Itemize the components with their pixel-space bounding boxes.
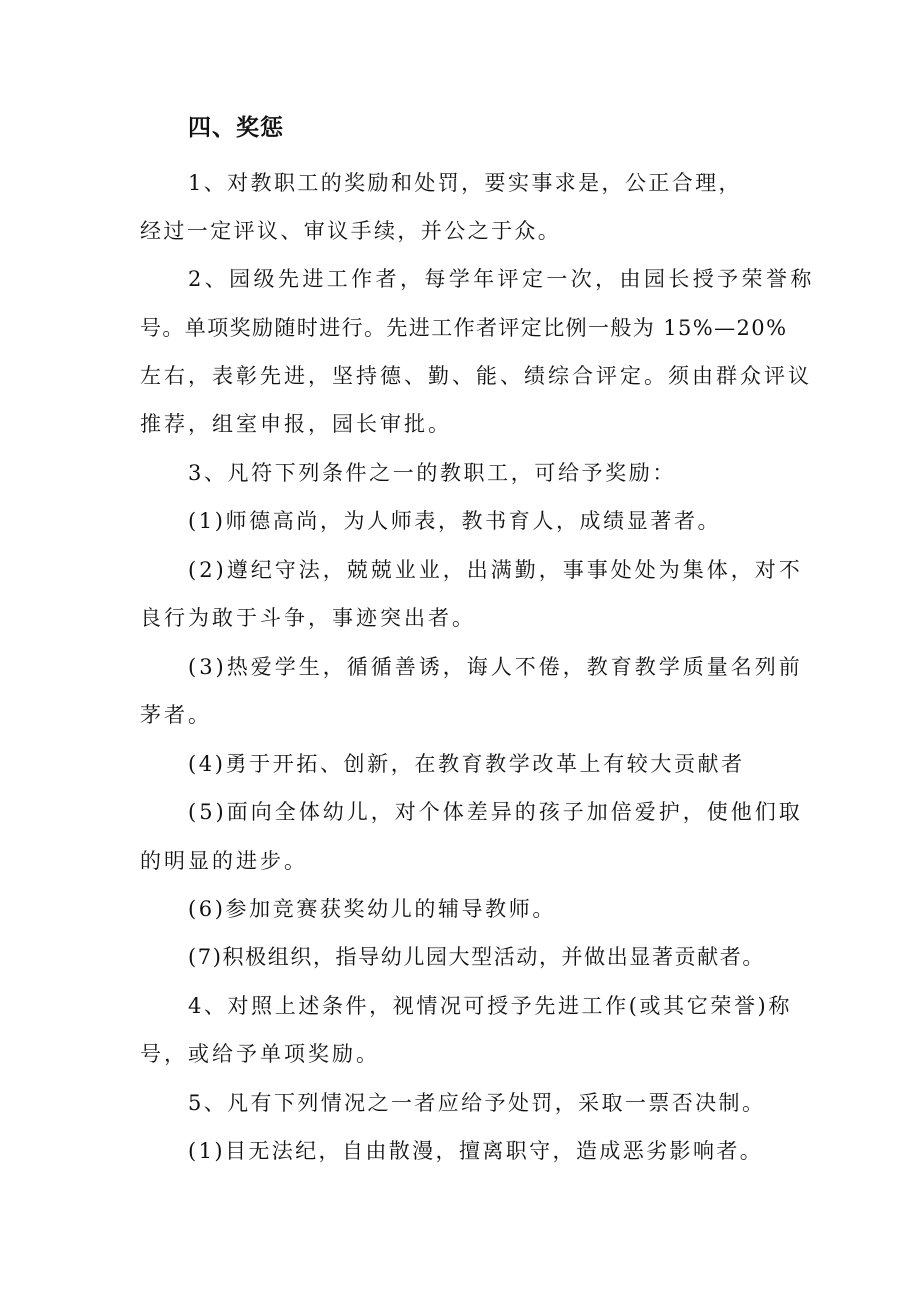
item-5-line-1: (5)面向全体幼儿，对个体差异的孩子加倍爱护，使他们取 xyxy=(188,800,803,824)
item-3-line-1: (3)热爱学生，循循善诱，诲人不倦，教育教学质量名列前 xyxy=(188,655,803,679)
item-7-line-1: (7)积极组织，指导幼儿园大型活动，并做出显著贡献者。 xyxy=(188,945,765,969)
paragraph-4-line-2: 号，或给予单项奖励。 xyxy=(140,1042,380,1066)
paragraph-3-line-1: 3、凡符下列条件之一的教职工，可给予奖励： xyxy=(188,461,676,485)
paragraph-1-line-1: 1、对教职工的奖励和处罚，要实事求是，公正合理， xyxy=(188,171,742,195)
item-3-line-2: 茅者。 xyxy=(140,703,212,727)
item-2-line-1: (2)遵纪守法，兢兢业业，出满勤，事事处处为集体，对不 xyxy=(188,558,803,582)
paragraph-4-line-1: 4、对照上述条件，视情况可授予先进工作(或其它荣誉)称 xyxy=(188,994,792,1018)
item-2-line-2: 良行为敢于斗争，事迹突出者。 xyxy=(140,606,476,630)
item-5-line-2: 的明显的进步。 xyxy=(140,849,308,873)
paragraph-2-line-4: 推荐，组室申报，园长审批。 xyxy=(140,412,452,436)
item-1-line-1: (1)师德高尚，为人师表，教书育人，成绩显著者。 xyxy=(188,509,722,533)
item-6-line-1: (6)参加竞赛获奖幼儿的辅导教师。 xyxy=(188,897,556,921)
paragraph-1-line-2: 经过一定评议、审议手续，并公之于众。 xyxy=(140,219,562,243)
paragraph-2-line-1: 2、园级先进工作者，每学年评定一次，由园长授予荣誉称 xyxy=(188,267,815,291)
paragraph-2-line-2: 号。单项奖励随时进行。先进工作者评定比例一般为 15%—20% xyxy=(140,316,788,340)
item-4-line-1: (4)勇于开拓、创新，在教育教学改革上有较大贡献者 xyxy=(188,752,745,776)
penalty-item-1-line-1: (1)目无法纪，自由散漫，擅离职守，造成恶劣影响者。 xyxy=(188,1139,764,1163)
section-heading: 四、奖惩 xyxy=(188,115,284,141)
paragraph-5-line-1: 5、凡有下列情况之一者应给予处罚，采取一票否决制。 xyxy=(188,1091,766,1115)
paragraph-2-line-3: 左右，表彰先进，坚持德、勤、能、绩综合评定。须由群众评议 xyxy=(140,364,812,388)
